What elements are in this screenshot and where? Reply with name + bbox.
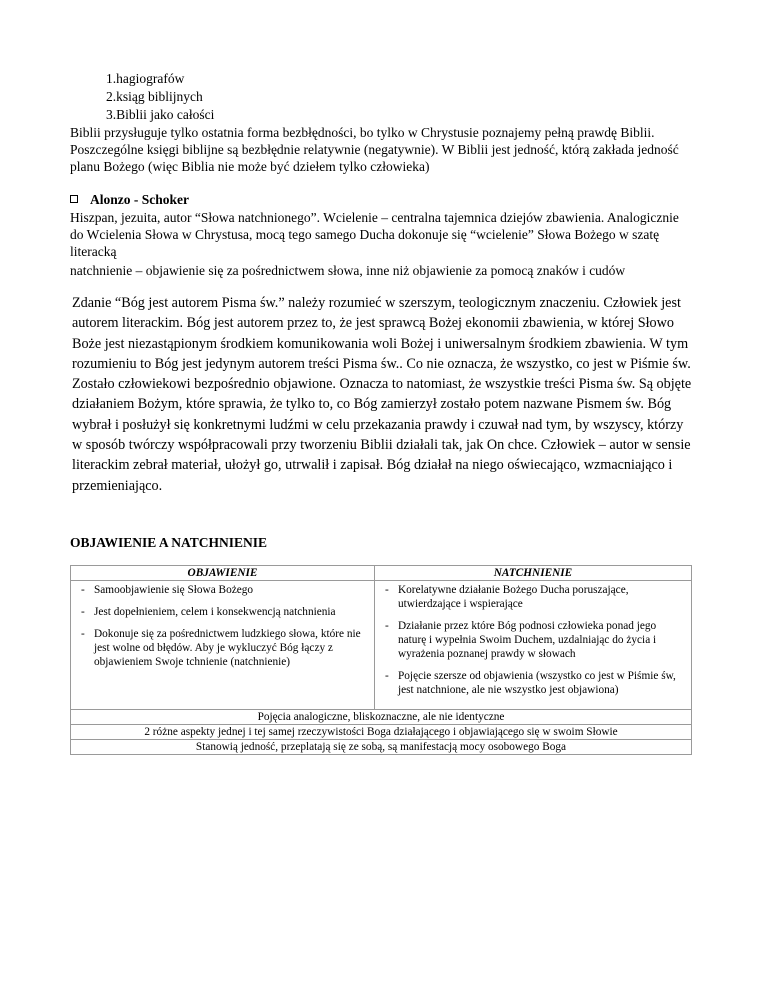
list-item: - Działanie przez które Bóg podnosi człowieka ponad jego naturę i wypełnia Swoim Duchem, uzdalniając do życia i wyrażenia poznanej prawdy w słowach (383, 619, 683, 661)
column-header-objawienie: OBJAWIENIE (71, 566, 375, 581)
list-item: - Dokonuje się za pośrednictwem ludzkiego słowa, które nie jest wolne od błędów. Aby je wykluczyć Bóg łączy z objawieniem Swoje tchnienie (natchnienie) (79, 627, 366, 669)
list-item: - Pojęcie szersze od objawienia (wszystko co jest w Piśmie św, jest natchnione, ale nie wszystko jest objawiona) (383, 669, 683, 697)
natchnienie-list (375, 581, 691, 701)
table-summary-row (71, 710, 692, 725)
section-definition-line: natchnienie – objawienie się za pośrednictwem słowa, inne niż objawienie za pomocą znaków i cudów (70, 263, 626, 278)
summary-cell: 2 różne aspekty jednej i tej samej rzeczywistości Boga działającego i objawiającego się w swoim Słowie (71, 725, 692, 740)
intro-paragraph: Biblii przysługuje tylko ostatnia forma bezbłędności, bo tylko w Chrystusie poznajemy pełną prawdę Biblii. Poszczególne księgi biblijne są bezbłędnie relatywnie (negatywnie). W Biblii jest jedność, którą zakłada jedność planu Bożego (więc Biblia nie może być dziełem tylko człowieka) (70, 125, 679, 174)
section-heading (70, 192, 189, 208)
table-summary-row (71, 740, 692, 755)
table-header-row (71, 566, 692, 581)
objawienie-list (71, 581, 374, 673)
essay-paragraph: Zdanie “Bóg jest autorem Pisma św.” należy rozumieć w szerszym, teologicznym znaczeniu. Człowiek jest autorem literackim. Bóg jest autorem przez to, że jest sprawcą Bożej ekonomii zbawienia, w której Słowo Boże jest niezastąpionym środkiem komunikowania woli Bożej i uniwersalnym środkiem zbawienia. W tym rozumieniu to Bóg jest jedynym autorem treści Pisma św.. Co nie oznacza, że wszystko, co jest w Piśmie św. Zostało człowiekowi bezpośrednio objawione. Oznacza to natomiast, że wszystkie treści Pisma św. Są objęte działaniem Bożym, które sprawia, że tylko to, co Bóg zamierzył zostało potem nazwane Pismem św. Bóg wybrał i posłużył się konkretnymi ludźmi w celu przekazania prawdy i czuwał nad tym, by wszyscy, którzy w sposób twórczy współpracowali przy tworzeniu Biblii działali tak, jak On chce. Człowiek – autor w sensie literackim zebrał materiał, ułożył go, utrwalił i zapisał. Bóg działał na niego oświecająco, wzmacniająco i przemieniająco. (72, 295, 692, 494)
summary-cell: Stanowią jedność, przeplatają się ze sobą, są manifestacją mocy osobowego Boga (71, 740, 692, 755)
list-item: - Jest dopełnieniem, celem i konsekwencją natchnienia (79, 605, 366, 619)
column-header-natchnienie: NATCHNIENIE (375, 566, 692, 581)
objawienie-cell (71, 581, 375, 710)
table-title: OBJAWIENIE A NATCHNIENIE (70, 535, 268, 550)
section-heading-text: Alonzo - Schoker (90, 192, 189, 207)
list-item-3: 3.Biblii jako całości (106, 107, 215, 122)
list-item-2: 2.ksiąg biblijnych (106, 89, 203, 104)
comparison-table (70, 565, 692, 755)
list-item: - Samoobjawienie się Słowa Bożego (79, 583, 366, 597)
list-item-1: 1.hagiografów (106, 71, 185, 86)
list-item: - Korelatywne działanie Bożego Ducha poruszające, utwierdzające i wspierające (383, 583, 683, 611)
section-paragraph: Hiszpan, jezuita, autor “Słowa natchnionego”. Wcielenie – centralna tajemnica dziejów zbawienia. Analogicznie do Wcielenia Słowa w Chrystusa, mocą tego samego Ducha dokonuje się “wcielenie” Słowa Bożego w szatę literacką (70, 210, 679, 259)
summary-cell: Pojęcia analogiczne, bliskoznaczne, ale nie identyczne (71, 710, 692, 725)
table-summary-row (71, 725, 692, 740)
natchnienie-cell (375, 581, 692, 710)
table-body-row (71, 581, 692, 710)
checkbox-bullet-icon (70, 195, 78, 203)
